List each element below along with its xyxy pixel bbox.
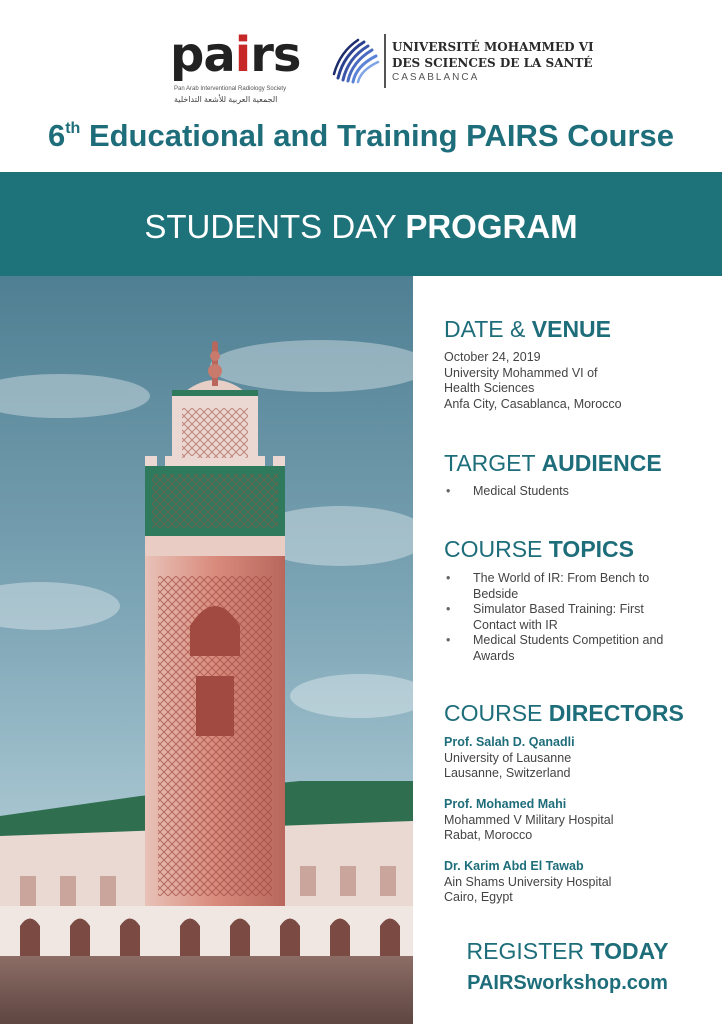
date-venue-heading — [444, 316, 611, 343]
course-directors-heading-bold: DIRECTORS — [548, 700, 684, 726]
venue-line2: Health Sciences — [444, 381, 535, 395]
target-audience-heading-bold: AUDIENCE — [541, 450, 662, 476]
director-name: Dr. Karim Abd El Tawab — [444, 859, 584, 873]
list-item: • Simulator Based Training: First Contact with IR — [444, 602, 684, 633]
course-topics-heading-bold: TOPICS — [548, 536, 635, 562]
header — [0, 0, 722, 172]
target-audience-list — [444, 484, 684, 500]
register-heading-bold: TODAY — [590, 938, 669, 964]
university-emblem-icon — [330, 34, 382, 88]
pairs-logo-subtitle: Pan Arab Interventional Radiology Society — [174, 86, 287, 92]
pairs-logo-part1: pa — [170, 27, 235, 83]
director-location: Rabat, Morocco — [444, 828, 533, 842]
course-title-number: 6 — [47, 118, 66, 153]
pairs-logo-arabic: الجمعية العربية للأشعة التداخلية — [174, 95, 278, 104]
venue-line3: Anfa City, Casablanca, Morocco — [444, 396, 622, 411]
director-entry — [444, 859, 704, 906]
banner-title-bold: PROGRAM — [405, 208, 578, 245]
course-topics-list — [444, 571, 684, 664]
university-logo — [330, 34, 594, 94]
director-location: Lausanne, Switzerland — [444, 766, 571, 780]
university-name-line2: DES SCIENCES DE LA SANTÉ — [392, 56, 593, 70]
pairs-logo-wordmark — [170, 28, 300, 82]
university-logo-divider — [384, 34, 386, 88]
course-directors-heading-light: COURSE — [444, 700, 549, 726]
course-title — [0, 118, 722, 154]
course-title-text: Educational and Training PAIRS Course — [80, 118, 675, 153]
director-institution: Ain Shams University Hospital — [444, 874, 612, 889]
director-name: Prof. Mohamed Mahi — [444, 797, 567, 811]
date-venue-details — [444, 350, 622, 412]
course-title-ordinal: th — [65, 120, 81, 137]
venue-line1: University Mohammed VI of — [444, 365, 598, 380]
list-item: • Medical Students — [444, 484, 684, 500]
program-banner — [0, 172, 722, 276]
director-entry — [444, 735, 704, 782]
director-institution: University of Lausanne — [444, 750, 572, 765]
director-institution: Mohammed V Military Hospital — [444, 812, 614, 827]
banner-title — [0, 208, 722, 246]
course-directors-heading — [444, 700, 684, 727]
pairs-logo-part2: rs — [250, 27, 301, 83]
pairs-logo-red-i: i — [234, 27, 251, 83]
university-name-line1: UNIVERSITÉ MOHAMMED VI — [392, 40, 594, 54]
mosque-photo — [0, 276, 413, 1024]
course-topics-heading-light: COURSE — [444, 536, 549, 562]
target-audience-heading — [444, 450, 662, 477]
register-heading-light: REGISTER — [466, 938, 591, 964]
director-entry — [444, 797, 704, 844]
list-item: • The World of IR: From Bench to Bedside — [444, 571, 684, 602]
pairs-logo — [168, 27, 301, 108]
mosque-illustration — [0, 276, 413, 1024]
director-name: Prof. Salah D. Qanadli — [444, 735, 575, 749]
university-city: CASABLANCA — [392, 72, 480, 83]
banner-title-light: STUDENTS DAY — [144, 208, 406, 245]
website-link[interactable]: PAIRSworkshop.com — [467, 972, 668, 994]
event-date: October 24, 2019 — [444, 350, 541, 364]
date-venue-heading-bold: VENUE — [531, 316, 612, 342]
director-location: Cairo, Egypt — [444, 890, 513, 904]
list-item: • Medical Students Competition and Awards — [444, 633, 684, 664]
date-venue-heading-light: DATE & — [444, 316, 532, 342]
register-heading — [413, 938, 722, 965]
course-topics-heading — [444, 536, 634, 563]
target-audience-heading-light: TARGET — [444, 450, 542, 476]
